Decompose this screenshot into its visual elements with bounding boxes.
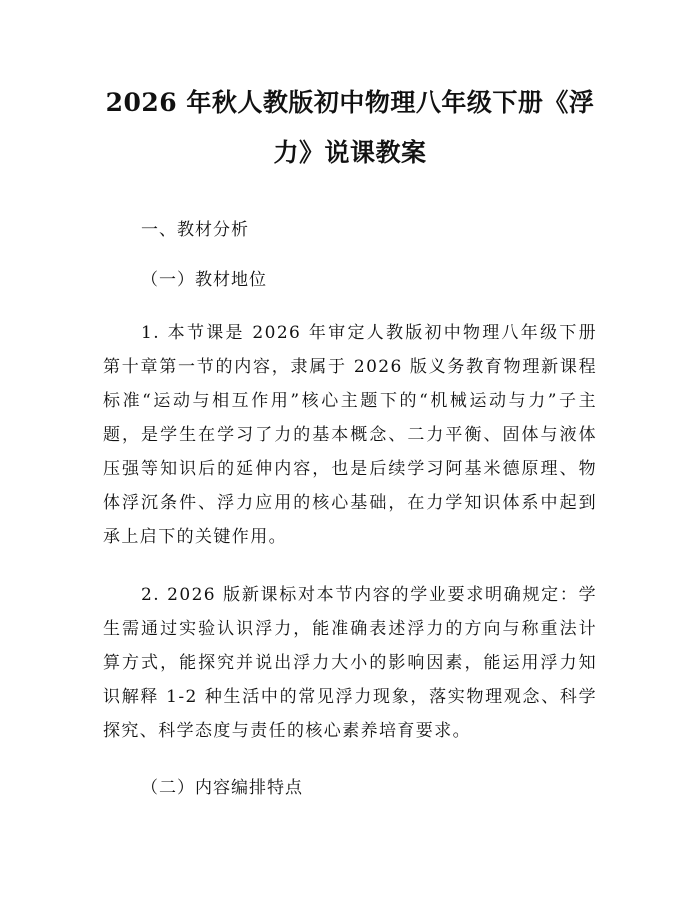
subsection-heading-textbook-position: （一）教材地位: [141, 270, 267, 290]
subsection-heading-content-arrangement: （二）内容编排特点: [141, 778, 303, 798]
paragraph-curriculum-requirements: 2. 2026 版新课标对本节内容的学业要求明确规定：学生需通过实验认识浮力，能准确表述浮力的方向与称重法计算方式，能探究并说出浮力大小的影响因素，能运用浮力知识解释 1-2 种生活中的常见浮力现象，落实物理观念、科学探究、科学态度与责任的核心素养培育要求。: [103, 585, 597, 741]
document-title: 2026 年秋人教版初中物理八年级下册《浮力》说课教案: [105, 88, 595, 167]
section-heading-textbook-analysis: 一、教材分析: [141, 220, 249, 240]
paragraph-textbook-position: 1. 本节课是 2026 年审定人教版初中物理八年级下册第十章第一节的内容，隶属于 2026 版义务教育物理新课程标准“运动与相互作用”核心主题下的“机械运动与力”子主题，是学生在学习了力的基本概念、二力平衡、固体与液体压强等知识后的延伸内容，也是后续学习阿基米德原理、物体浮沉条件、浮力应用的核心基础，在力学知识体系中起到承上启下的关键作用。: [103, 323, 597, 547]
